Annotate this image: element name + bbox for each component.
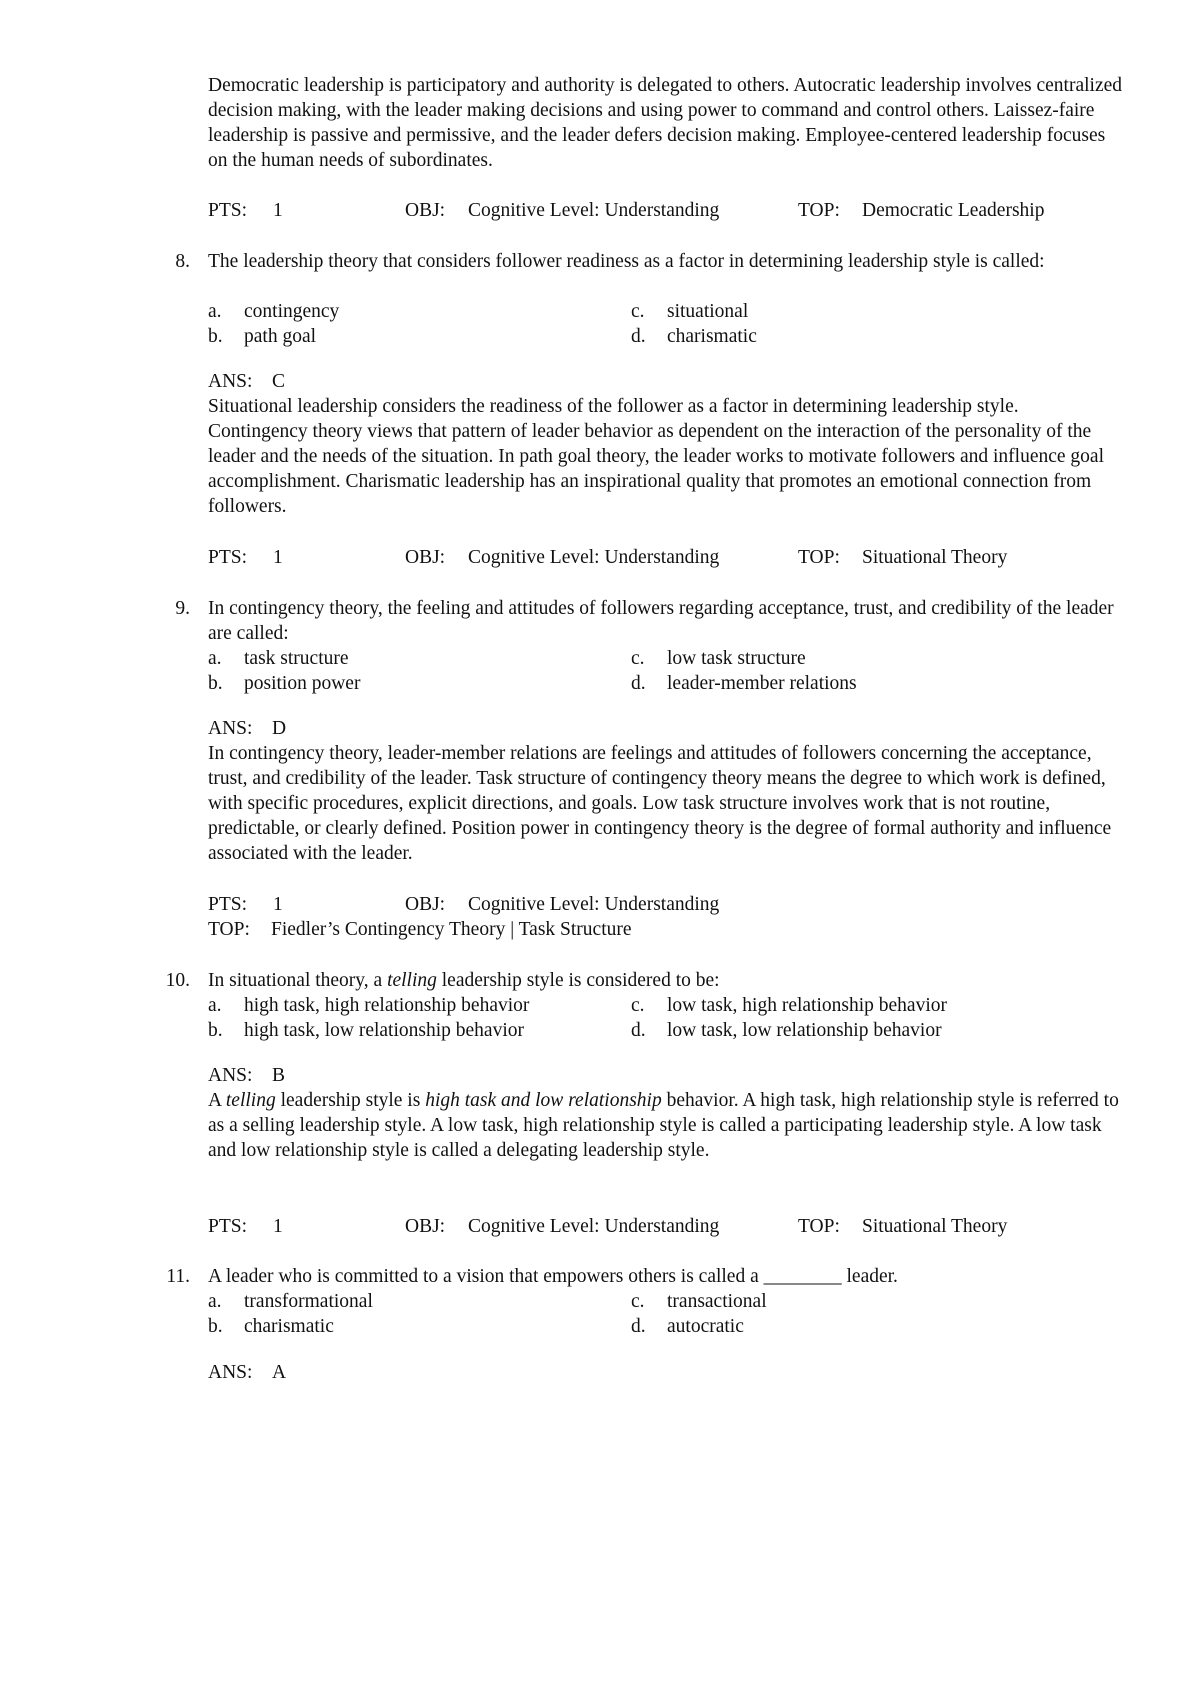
obj-label: OBJ: xyxy=(405,200,446,221)
option-text: charismatic xyxy=(667,326,757,347)
option-text: contingency xyxy=(244,301,340,322)
ans-label: ANS: xyxy=(208,718,253,739)
ans-label: ANS: xyxy=(208,371,253,392)
option-letter: b. xyxy=(208,326,223,347)
option-letter: a. xyxy=(208,1291,222,1312)
rationale-q7: Democratic leadership is participatory and authority is delegated to others. Autocratic leadership involves centralized decision making, with the leader making decisions and using power to command and control others. Laissez-faire leadership is passive and permissive, and the leader defers decision making. Employee-centered leadership focuses on the human needs of subordinates. xyxy=(208,75,1123,171)
meta-row-q9 xyxy=(208,892,1123,917)
option-letter: d. xyxy=(631,1316,646,1337)
pts-label: PTS: xyxy=(208,894,248,915)
ans-value: C xyxy=(272,371,286,392)
pts-value: 1 xyxy=(273,894,283,915)
pts-label: PTS: xyxy=(208,547,248,568)
obj-value: Cognitive Level: Understanding xyxy=(468,547,720,568)
pts-value: 1 xyxy=(273,547,283,568)
stem-italic-text: telling xyxy=(387,970,437,991)
top-value: Democratic Leadership xyxy=(862,200,1045,221)
question-number-9: 9. xyxy=(175,598,190,619)
top-value: Situational Theory xyxy=(862,547,1008,568)
rationale-italic-text: telling xyxy=(225,1090,276,1111)
option-letter: b. xyxy=(208,673,223,694)
stem-text: leadership style is considered to be: xyxy=(436,970,720,991)
option-text: low task, high relationship behavior xyxy=(667,995,947,1016)
rationale-q9: In contingency theory, leader-member relations are feelings and attitudes of followers concerning the acceptance, trust, and credibility of the leader. Task structure of contingency theory means the degree to which work is defined, with specific procedures, explicit directions, and goals. Low task structure involves work that is not routine, predictable, or clearly defined. Position power in contingency theory is the degree of formal authority and influence associated with the leader. xyxy=(208,743,1112,864)
pts-value: 1 xyxy=(273,200,283,221)
option-text: high task, low relationship behavior xyxy=(244,1020,524,1041)
question-number-11: 11. xyxy=(166,1266,190,1287)
rationale-text: A xyxy=(208,1090,226,1111)
option-text: low task, low relationship behavior xyxy=(667,1020,942,1041)
option-letter: c. xyxy=(631,1291,645,1312)
top-label: TOP: xyxy=(798,200,840,221)
option-letter: a. xyxy=(208,301,222,322)
question-stem-11: A leader who is committed to a vision that empowers others is called a ________ leader. xyxy=(208,1266,898,1287)
option-text: situational xyxy=(667,301,749,322)
option-letter: d. xyxy=(631,1020,646,1041)
question-stem-9: In contingency theory, the feeling and attitudes of followers regarding acceptance, trust, and credibility of the leader are called: xyxy=(208,598,1114,644)
option-letter: d. xyxy=(631,673,646,694)
top-value: Fiedler’s Contingency Theory | Task Structure xyxy=(271,919,632,940)
option-letter: c. xyxy=(631,995,645,1016)
top-label: TOP: xyxy=(798,547,840,568)
ans-value: A xyxy=(272,1362,287,1383)
option-letter: b. xyxy=(208,1316,223,1337)
question-stem-8: The leadership theory that considers follower readiness as a factor in determining leadership style is called: xyxy=(208,251,1045,272)
meta-row-q8 xyxy=(208,545,1123,570)
option-text: leader-member relations xyxy=(667,673,857,694)
rationale-italic-text: high task and low relationship xyxy=(425,1090,662,1111)
top-value: Situational Theory xyxy=(862,1216,1008,1237)
option-text: transformational xyxy=(244,1291,373,1312)
option-letter: a. xyxy=(208,995,222,1016)
option-letter: a. xyxy=(208,648,222,669)
ans-label: ANS: xyxy=(208,1362,253,1383)
ans-label: ANS: xyxy=(208,1065,253,1086)
rationale-q8: Situational leadership considers the readiness of the follower as a factor in determining leadership style. Contingency theory views that pattern of leader behavior as dependent on the interaction of the personality of the leader and the needs of the situation. In path goal theory, the leader works to motivate followers and influence goal accomplishment. Charismatic leadership has an inspirational quality that promotes an emotional connection from followers. xyxy=(208,396,1104,517)
option-letter: c. xyxy=(631,648,645,669)
pts-label: PTS: xyxy=(208,1216,248,1237)
obj-label: OBJ: xyxy=(405,1216,446,1237)
meta-row-q7 xyxy=(208,198,1123,223)
rationale-text: behavior. A high task, high relationship style is referred to as a selling leadership style. A low task, high relationship style is called a participating leadership style. A low task and low relationship style is called a delegating leadership style. xyxy=(208,1090,1119,1161)
meta-row-q10 xyxy=(208,1214,1123,1239)
pts-value: 1 xyxy=(273,1216,283,1237)
obj-label: OBJ: xyxy=(405,894,446,915)
obj-value: Cognitive Level: Understanding xyxy=(468,1216,720,1237)
option-text: path goal xyxy=(244,326,317,347)
obj-label: OBJ: xyxy=(405,547,446,568)
option-letter: d. xyxy=(631,326,646,347)
option-letter: b. xyxy=(208,1020,223,1041)
pts-label: PTS: xyxy=(208,200,248,221)
question-stem-10 xyxy=(208,968,1123,993)
option-text: autocratic xyxy=(667,1316,744,1337)
option-text: position power xyxy=(244,673,361,694)
stem-text: In situational theory, a xyxy=(208,970,388,991)
rationale-q10 xyxy=(208,1088,1123,1163)
meta-row-q9-topic xyxy=(208,917,1123,942)
ans-value: D xyxy=(272,718,287,739)
ans-value: B xyxy=(272,1065,286,1086)
rationale-text: leadership style is xyxy=(275,1090,426,1111)
option-text: low task structure xyxy=(667,648,806,669)
top-label: TOP: xyxy=(798,1216,840,1237)
option-text: charismatic xyxy=(244,1316,334,1337)
option-text: task structure xyxy=(244,648,349,669)
option-letter: c. xyxy=(631,301,645,322)
question-number-10: 10. xyxy=(165,970,190,991)
option-text: high task, high relationship behavior xyxy=(244,995,530,1016)
option-text: transactional xyxy=(667,1291,767,1312)
obj-value: Cognitive Level: Understanding xyxy=(468,894,720,915)
obj-value: Cognitive Level: Understanding xyxy=(468,200,720,221)
top-label: TOP: xyxy=(208,919,250,940)
question-number-8: 8. xyxy=(175,251,190,272)
